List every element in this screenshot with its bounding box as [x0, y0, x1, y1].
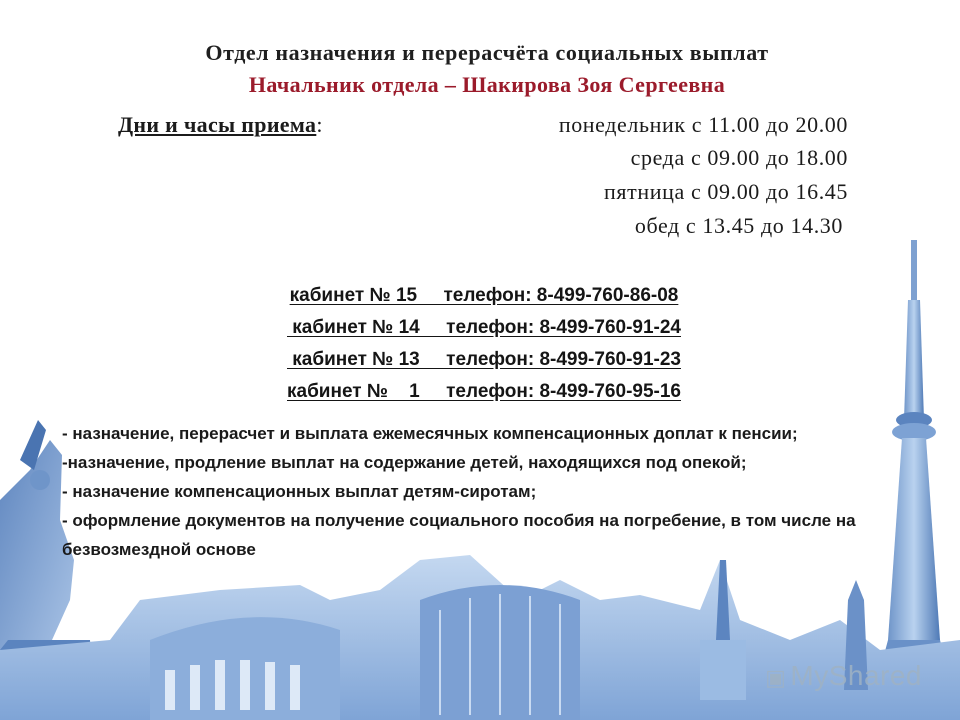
duty-item: -назначение, продление выплат на содержание детей, находящихся под опекой;: [62, 453, 747, 472]
reception-hours-label-colon: :: [316, 112, 323, 137]
contacts-list: [230, 282, 738, 410]
schedule-line-wednesday: среда с 09.00 до 18.00: [630, 145, 848, 170]
contact-office-13: кабинет № 13 телефон: 8-499-760-91-23: [287, 349, 681, 370]
reception-hours-label-text: Дни и часы приема: [118, 112, 317, 137]
duty-item: - назначение, перерасчет и выплата ежемесячных компенсационных доплат к пенсии;: [62, 424, 798, 443]
contact-office-1: кабинет № 1 телефон: 8-499-760-95-16: [287, 381, 681, 402]
duty-item: - назначение компенсационных выплат детям-сиротам;: [62, 482, 537, 501]
department-head: Начальник отдела – Шакирова Зоя Сергеевна: [248, 72, 726, 97]
duty-item: - оформление документов на получение социального пособия на погребение, в том числе на безвозмездной основе: [62, 511, 856, 559]
contact-office-15: кабинет № 15 телефон: 8-499-760-86-08: [289, 285, 679, 306]
schedule-line-lunch: обед с 13.45 до 14.30: [634, 213, 843, 238]
reception-hours-label: [118, 112, 323, 138]
duties-list: [62, 419, 912, 564]
contact-office-14: кабинет № 14 телефон: 8-499-760-91-24: [287, 317, 681, 338]
watermark-text: MyShared: [790, 660, 922, 691]
department-title: Отдел назначения и перерасчёта социальных выплат: [205, 40, 769, 65]
monitor-icon: ▣: [765, 665, 787, 690]
schedule-line-friday: пятница с 09.00 до 16.45: [604, 179, 848, 204]
schedule-line-monday: понедельник с 11.00 до 20.00: [558, 112, 848, 137]
watermark-logo: [765, 660, 922, 692]
